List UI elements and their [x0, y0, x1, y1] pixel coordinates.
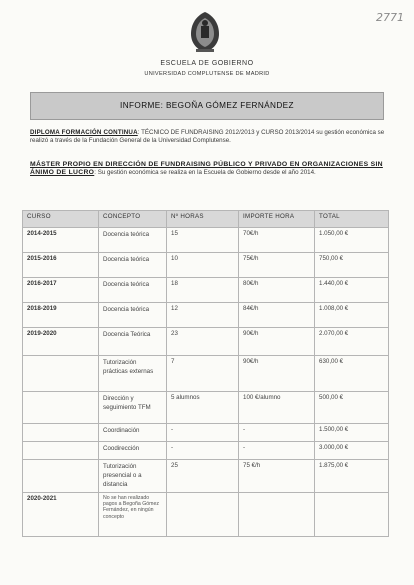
table-row [23, 356, 389, 392]
university-seal-icon [186, 10, 224, 54]
cell-horas: 23 [167, 328, 239, 356]
cell-curso [23, 356, 99, 392]
cell-importe: 80€/h [239, 278, 315, 303]
cell-horas: 18 [167, 278, 239, 303]
school-name: ESCUELA DE GOBIERNO [160, 60, 254, 67]
table-row [23, 424, 389, 442]
diploma-lead: DIPLOMA FORMACIÓN CONTINUA [30, 129, 138, 136]
cell-importe: 90€/h [239, 328, 315, 356]
cell-importe: 90€/h [239, 356, 315, 392]
cell-concepto: Docencia Teórica [99, 328, 167, 356]
cell-curso: 2016-2017 [23, 278, 99, 303]
cell-curso: 2015-2016 [23, 253, 99, 278]
cell-importe [239, 493, 315, 537]
cell-total: 750,00 € [315, 253, 389, 278]
handwritten-page-number: 2771 [376, 11, 404, 24]
cell-horas: 5 alumnos [167, 392, 239, 424]
cell-curso [23, 442, 99, 460]
cell-horas: 10 [167, 253, 239, 278]
cell-concepto: Tutorización presencial o a distancia [99, 460, 167, 493]
diploma-text: : TÉCNICO DE FUNDRAISING 2012/2013 y CURSO 2013/2014 su gestión económica se realizó a través de la Fundación General de la Universidad Complutense. [30, 129, 385, 145]
cell-concepto: Docencia teórica [99, 253, 167, 278]
cell-total: 1.875,00 € [315, 460, 389, 493]
cell-curso [23, 460, 99, 493]
university-name: UNIVERSIDAD COMPLUTENSE DE MADRID [144, 71, 270, 77]
cell-importe: 75 €/h [239, 460, 315, 493]
cell-concepto: Coodirección [99, 442, 167, 460]
payments-table [22, 210, 389, 537]
table-row [23, 460, 389, 493]
cell-horas: 7 [167, 356, 239, 392]
cell-concepto: Docencia teórica [99, 228, 167, 253]
cell-total: 500,00 € [315, 392, 389, 424]
cell-curso [23, 392, 99, 424]
header-importe: IMPORTE HORA [239, 211, 315, 228]
cell-concepto: No se han realizado pagos a Begoña Gómez Fernández, en ningún concepto [99, 493, 167, 537]
header-total: TOTAL [315, 211, 389, 228]
cell-concepto: Docencia teórica [99, 278, 167, 303]
cell-importe: 100 €/alumno [239, 392, 315, 424]
cell-curso: 2014-2015 [23, 228, 99, 253]
cell-total: 1.500,00 € [315, 424, 389, 442]
header-curso: CURSO [23, 211, 99, 228]
cell-total [315, 493, 389, 537]
cell-concepto: Dirección y seguimiento TFM [99, 392, 167, 424]
master-paragraph [30, 161, 390, 178]
diploma-paragraph [30, 129, 390, 146]
cell-importe: 70€/h [239, 228, 315, 253]
cell-horas: 15 [167, 228, 239, 253]
table-header-row [23, 211, 389, 228]
table-row [23, 442, 389, 460]
table-row [23, 392, 389, 424]
cell-total: 1.440,00 € [315, 278, 389, 303]
cell-total: 3.000,00 € [315, 442, 389, 460]
cell-horas: - [167, 442, 239, 460]
cell-curso [23, 424, 99, 442]
cell-curso: 2020-2021 [23, 493, 99, 537]
cell-horas [167, 493, 239, 537]
cell-importe: 84€/h [239, 303, 315, 328]
cell-total: 1.050,00 € [315, 228, 389, 253]
header-concepto: CONCEPTO [99, 211, 167, 228]
table-row [23, 278, 389, 303]
cell-total: 1.008,00 € [315, 303, 389, 328]
cell-concepto: Docencia teórica [99, 303, 167, 328]
master-lead: MÁSTER PROPIO EN DIRECCIÓN DE FUNDRAISING PÚBLICO Y PRIVADO EN ORGANIZACIONES SIN ÁNIMO DE LUCRO [30, 161, 383, 177]
cell-horas: 12 [167, 303, 239, 328]
cell-total: 2.070,00 € [315, 328, 389, 356]
cell-horas: - [167, 424, 239, 442]
cell-curso: 2018-2019 [23, 303, 99, 328]
table-row [23, 228, 389, 253]
cell-importe: 75€/h [239, 253, 315, 278]
cell-curso: 2019-2020 [23, 328, 99, 356]
table-row [23, 493, 389, 537]
report-banner [30, 92, 384, 120]
report-title: INFORME: BEGOÑA GÓMEZ FERNÁNDEZ [120, 101, 294, 110]
cell-importe: - [239, 424, 315, 442]
header-horas: Nº HORAS [167, 211, 239, 228]
master-text: : Su gestión económica se realiza en la Escuela de Gobierno desde el año 2014. [94, 169, 316, 177]
cell-total: 630,00 € [315, 356, 389, 392]
table-row [23, 253, 389, 278]
cell-concepto: Tutorización prácticas externas [99, 356, 167, 392]
cell-horas: 25 [167, 460, 239, 493]
cell-importe: - [239, 442, 315, 460]
table-row [23, 328, 389, 356]
table-row [23, 303, 389, 328]
cell-concepto: Coordinación [99, 424, 167, 442]
